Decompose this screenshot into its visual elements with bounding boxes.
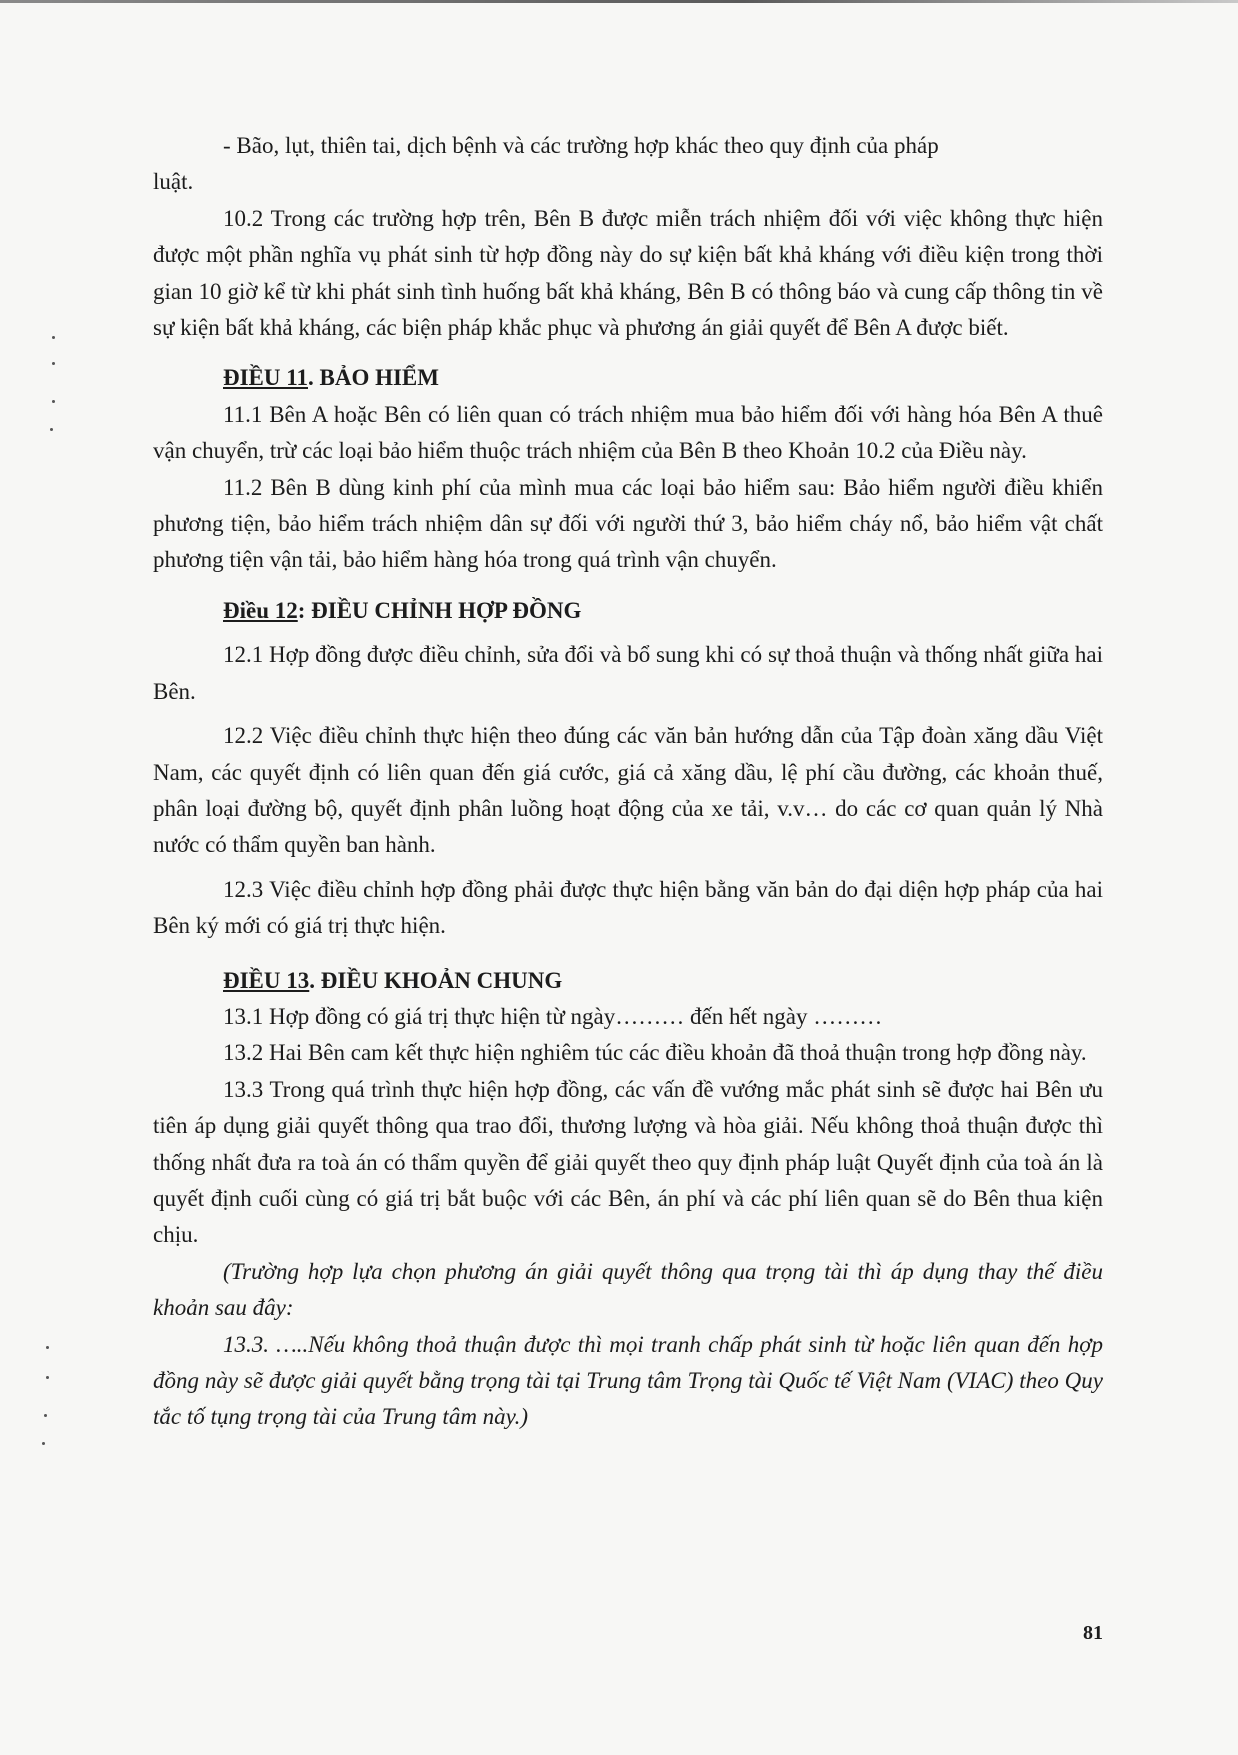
scan-speck xyxy=(46,1346,49,1349)
paragraph-force-majeure-list-end: luật. xyxy=(153,169,194,195)
document-page xyxy=(153,128,1103,1436)
section-13-title: . ĐIỀU KHOẢN CHUNG xyxy=(309,967,563,993)
paragraph-11-1: 11.1 Bên A hoặc Bên có liên quan có trách nhiệm mua bảo hiểm đối với hàng hóa Bên A thuê vận chuyển, trừ các loại bảo hiểm thuộc trách nhiệm của Bên B theo Khoản 10.2 của Điều này. xyxy=(153,401,1103,464)
paragraph-13-2: 13.2 Hai Bên cam kết thực hiện nghiêm túc các điều khoản đã thoả thuận trong hợp đồng này. xyxy=(223,1040,1087,1066)
section-11-number: ĐIỀU 11 xyxy=(223,365,308,391)
scan-speck xyxy=(46,1376,49,1379)
scan-speck xyxy=(52,400,55,403)
section-11-heading xyxy=(153,360,1103,396)
section-11-title: . BẢO HIỂM xyxy=(308,365,439,391)
paragraph-12-1: 12.1 Hợp đồng được điều chỉnh, sửa đổi và bổ sung khi có sự thoả thuận và thống nhất giữa hai Bên. xyxy=(153,642,1103,704)
paragraph-force-majeure-list: - Bão, lụt, thiên tai, dịch bệnh và các trường hợp khác theo quy định của pháp xyxy=(223,133,939,158)
scan-speck xyxy=(44,1414,47,1417)
scan-speck xyxy=(52,362,55,365)
page-number: 81 xyxy=(1083,1622,1103,1644)
section-12-title: : ĐIỀU CHỈNH HỢP ĐỒNG xyxy=(297,597,582,623)
paragraph-13-3-alternative: 13.3. …..Nếu không thoả thuận được thì mọi tranh chấp phát sinh từ hoặc liên quan đến hợp đồng này sẽ được giải quyết bằng trọng tài tại Trung tâm Trọng tài Quốc tế Việt Nam (VIAC) theo Quy tắc tố tụng trọng tài của Trung tâm này.) xyxy=(153,1331,1103,1430)
paragraph-13-1: 13.1 Hợp đồng có giá trị thực hiện từ ngày……… đến hết ngày ……… xyxy=(223,1003,883,1029)
scan-speck xyxy=(52,336,55,339)
scan-speck xyxy=(50,428,53,431)
paragraph-arbitration-note: (Trường hợp lựa chọn phương án giải quyết thông qua trọng tài thì áp dụng thay thế điều khoản sau đây: xyxy=(153,1258,1103,1321)
paragraph-11-2: 11.2 Bên B dùng kinh phí của mình mua các loại bảo hiểm sau: Bảo hiểm người điều khiển phương tiện, bảo hiểm trách nhiệm dân sự đối với người thứ 3, bảo hiểm cháy nổ, bảo hiểm vật chất phương tiện vận tải, bảo hiểm hàng hóa trong quá trình vận chuyển. xyxy=(153,474,1103,573)
section-13-number: ĐIỀU 13 xyxy=(223,967,310,993)
scan-speck xyxy=(42,1442,45,1445)
paragraph-10-2: 10.2 Trong các trường hợp trên, Bên B được miễn trách nhiệm đối với việc không thực hiện được một phần nghĩa vụ phát sinh từ hợp đồng này do sự kiện bất khả kháng với điều kiện trong thời gian 10 giờ kể từ khi phát sinh tình huống bất khả kháng, Bên B có thông báo và cung cấp thông tin về sự kiện bất khả kháng, các biện pháp khắc phục và phương án giải quyết để Bên A được biết. xyxy=(153,205,1103,341)
section-12-heading xyxy=(153,593,1103,629)
section-12-number: Điều 12 xyxy=(223,597,298,623)
section-13-heading xyxy=(153,963,1103,999)
paragraph-12-2: 12.2 Việc điều chỉnh thực hiện theo đúng các văn bản hướng dẫn của Tập đoàn xăng dầu Việt Nam, các quyết định có liên quan đến giá cước, giá cả xăng dầu, lệ phí cầu đường, các khoản thuế, phân loại đường bộ, quyết định phân luồng hoạt động của xe tải, v.v… do các cơ quan quản lý Nhà nước có thẩm quyền ban hành. xyxy=(153,723,1103,858)
paragraph-12-3: 12.3 Việc điều chỉnh hợp đồng phải được thực hiện bằng văn bản do đại diện hợp pháp của hai Bên ký mới có giá trị thực hiện. xyxy=(153,876,1103,939)
scan-top-edge xyxy=(0,0,1238,3)
paragraph-13-3: 13.3 Trong quá trình thực hiện hợp đồng, các vấn đề vướng mắc phát sinh sẽ được hai Bên ưu tiên áp dụng giải quyết thông qua trao đổi, thương lượng và hòa giải. Nếu không thoả thuận được thì thống nhất đưa ra toà án có thẩm quyền để giải quyết theo quy định pháp luật Quyết định của toà án là quyết định cuối cùng có giá trị bắt buộc với các Bên, án phí và các phí liên quan sẽ do Bên thua kiện chịu. xyxy=(153,1076,1103,1248)
